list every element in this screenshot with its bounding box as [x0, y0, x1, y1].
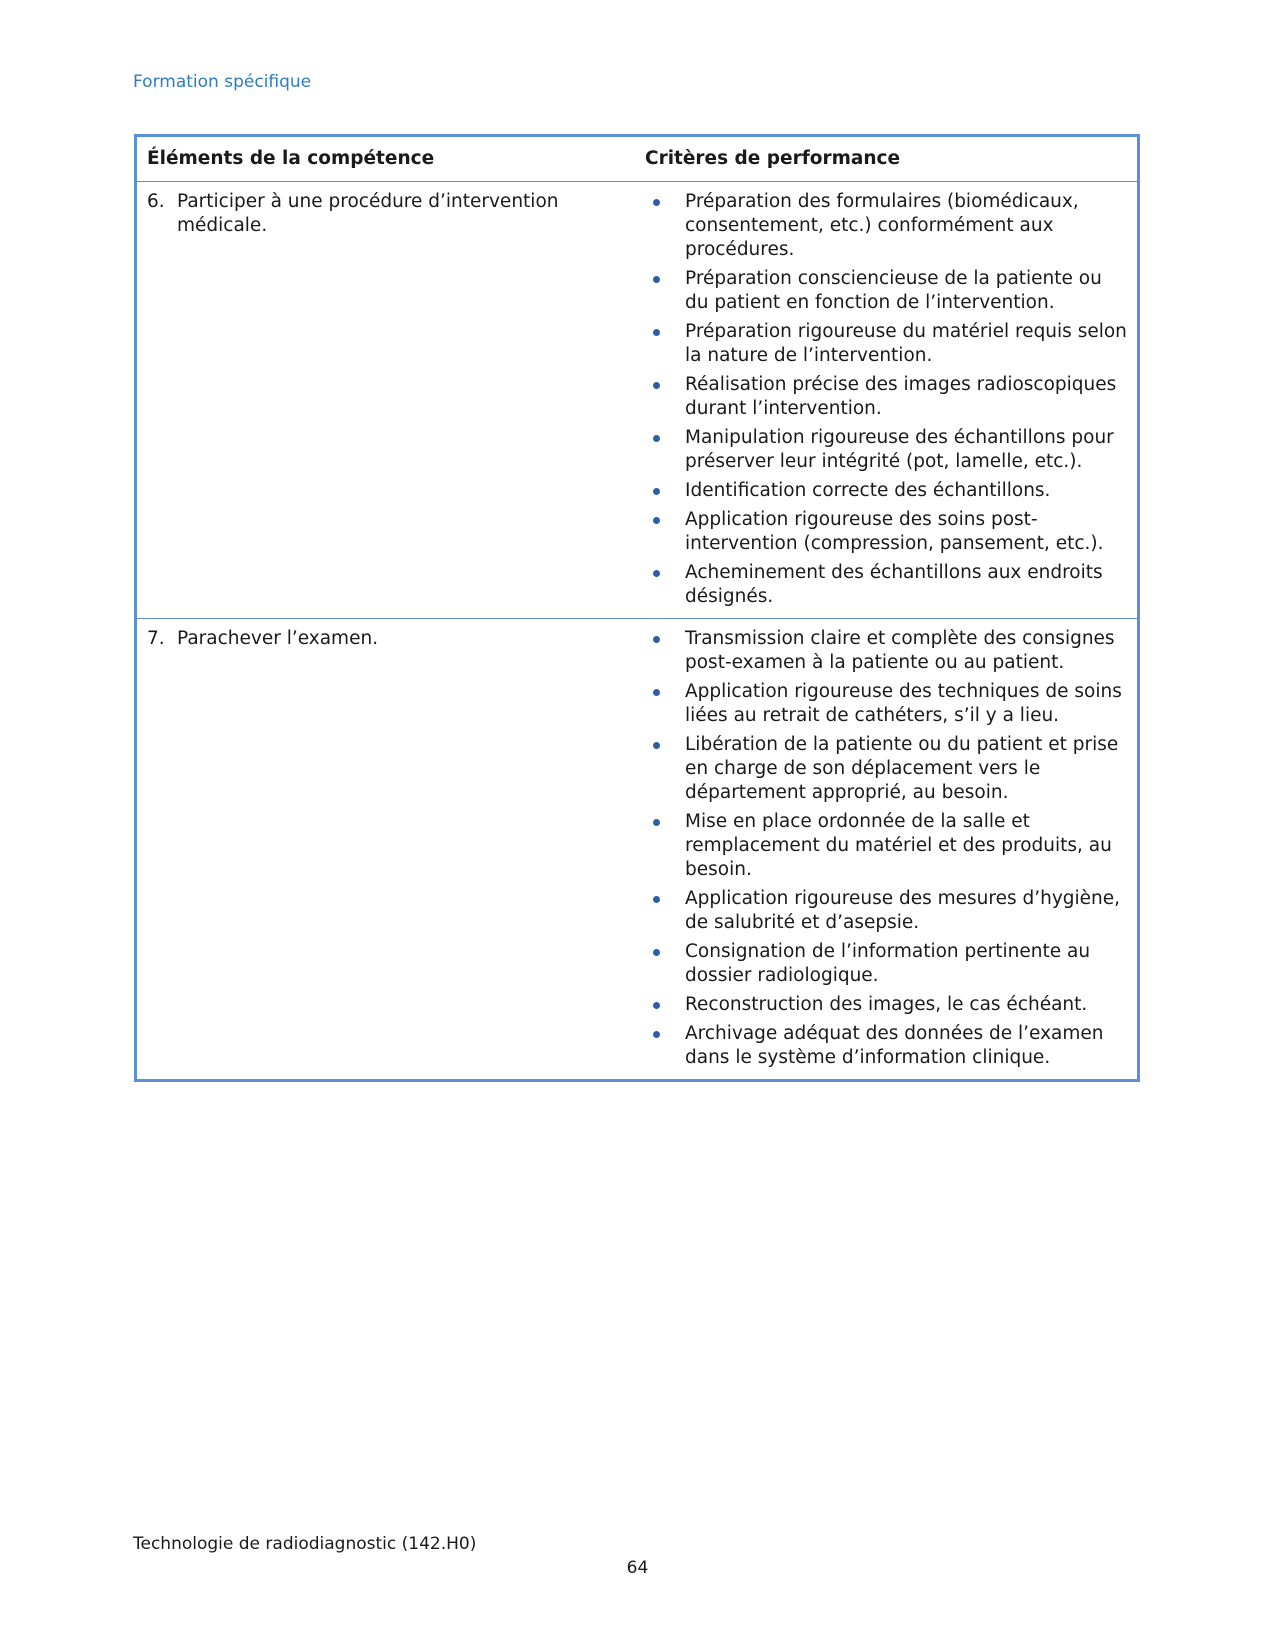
criteria-item: Préparation des formulaires (biomédicaux, consentement, etc.) conformément aux procédures.	[645, 190, 1129, 262]
criteria-item: Mise en place ordonnée de la salle et remplacement du matériel et des produits, au besoin.	[645, 810, 1129, 882]
running-header: Formation spécifique	[133, 72, 312, 92]
column-header-elements: Éléments de la compétence	[136, 136, 636, 182]
criteria-item: Consignation de l’information pertinente au dossier radiologique.	[645, 940, 1129, 988]
criteria-item: Reconstruction des images, le cas échéant.	[645, 993, 1129, 1017]
criteria-item: Préparation consciencieuse de la patiente ou du patient en fonction de l’intervention.	[645, 267, 1129, 315]
criteria-item: Libération de la patiente ou du patient et prise en charge de son déplacement vers le département approprié, au besoin.	[645, 733, 1129, 805]
element-cell	[136, 182, 636, 619]
criteria-cell	[635, 619, 1139, 1081]
criteria-item: Application rigoureuse des techniques de soins liées au retrait de cathéters, s’il y a lieu.	[645, 680, 1129, 728]
table-header-row	[136, 136, 1139, 182]
criteria-item: Réalisation précise des images radioscopiques durant l’intervention.	[645, 373, 1129, 421]
criteria-list	[645, 627, 1129, 1070]
criteria-cell	[635, 182, 1139, 619]
element-number: 6.	[147, 191, 165, 212]
criteria-item: Application rigoureuse des mesures d’hygiène, de salubrité et d’asepsie.	[645, 887, 1129, 935]
criteria-item: Application rigoureuse des soins post-intervention (compression, pansement, etc.).	[645, 508, 1129, 556]
element-text: Parachever l’examen.	[177, 628, 379, 649]
criteria-item: Préparation rigoureuse du matériel requis selon la nature de l’intervention.	[645, 320, 1129, 368]
element-item	[147, 627, 627, 651]
element-cell	[136, 619, 636, 1081]
criteria-item: Identification correcte des échantillons.	[645, 479, 1129, 503]
page-number: 64	[626, 1558, 649, 1578]
element-text: Participer à une procédure d’intervention médicale.	[177, 191, 559, 236]
column-header-criteria: Critères de performance	[635, 136, 1139, 182]
table-row	[136, 182, 1139, 619]
element-item	[147, 190, 627, 238]
criteria-list	[645, 190, 1129, 609]
competence-table	[134, 134, 1140, 1082]
table-row	[136, 619, 1139, 1081]
criteria-item: Acheminement des échantillons aux endroits désignés.	[645, 561, 1129, 609]
criteria-item: Transmission claire et complète des consignes post-examen à la patiente ou au patient.	[645, 627, 1129, 675]
criteria-item: Manipulation rigoureuse des échantillons pour préserver leur intégrité (pot, lamelle, etc.).	[645, 426, 1129, 474]
element-number: 7.	[147, 628, 165, 649]
footer-program-title: Technologie de radiodiagnostic (142.H0)	[133, 1534, 477, 1554]
criteria-item: Archivage adéquat des données de l’examen dans le système d’information clinique.	[645, 1022, 1129, 1070]
